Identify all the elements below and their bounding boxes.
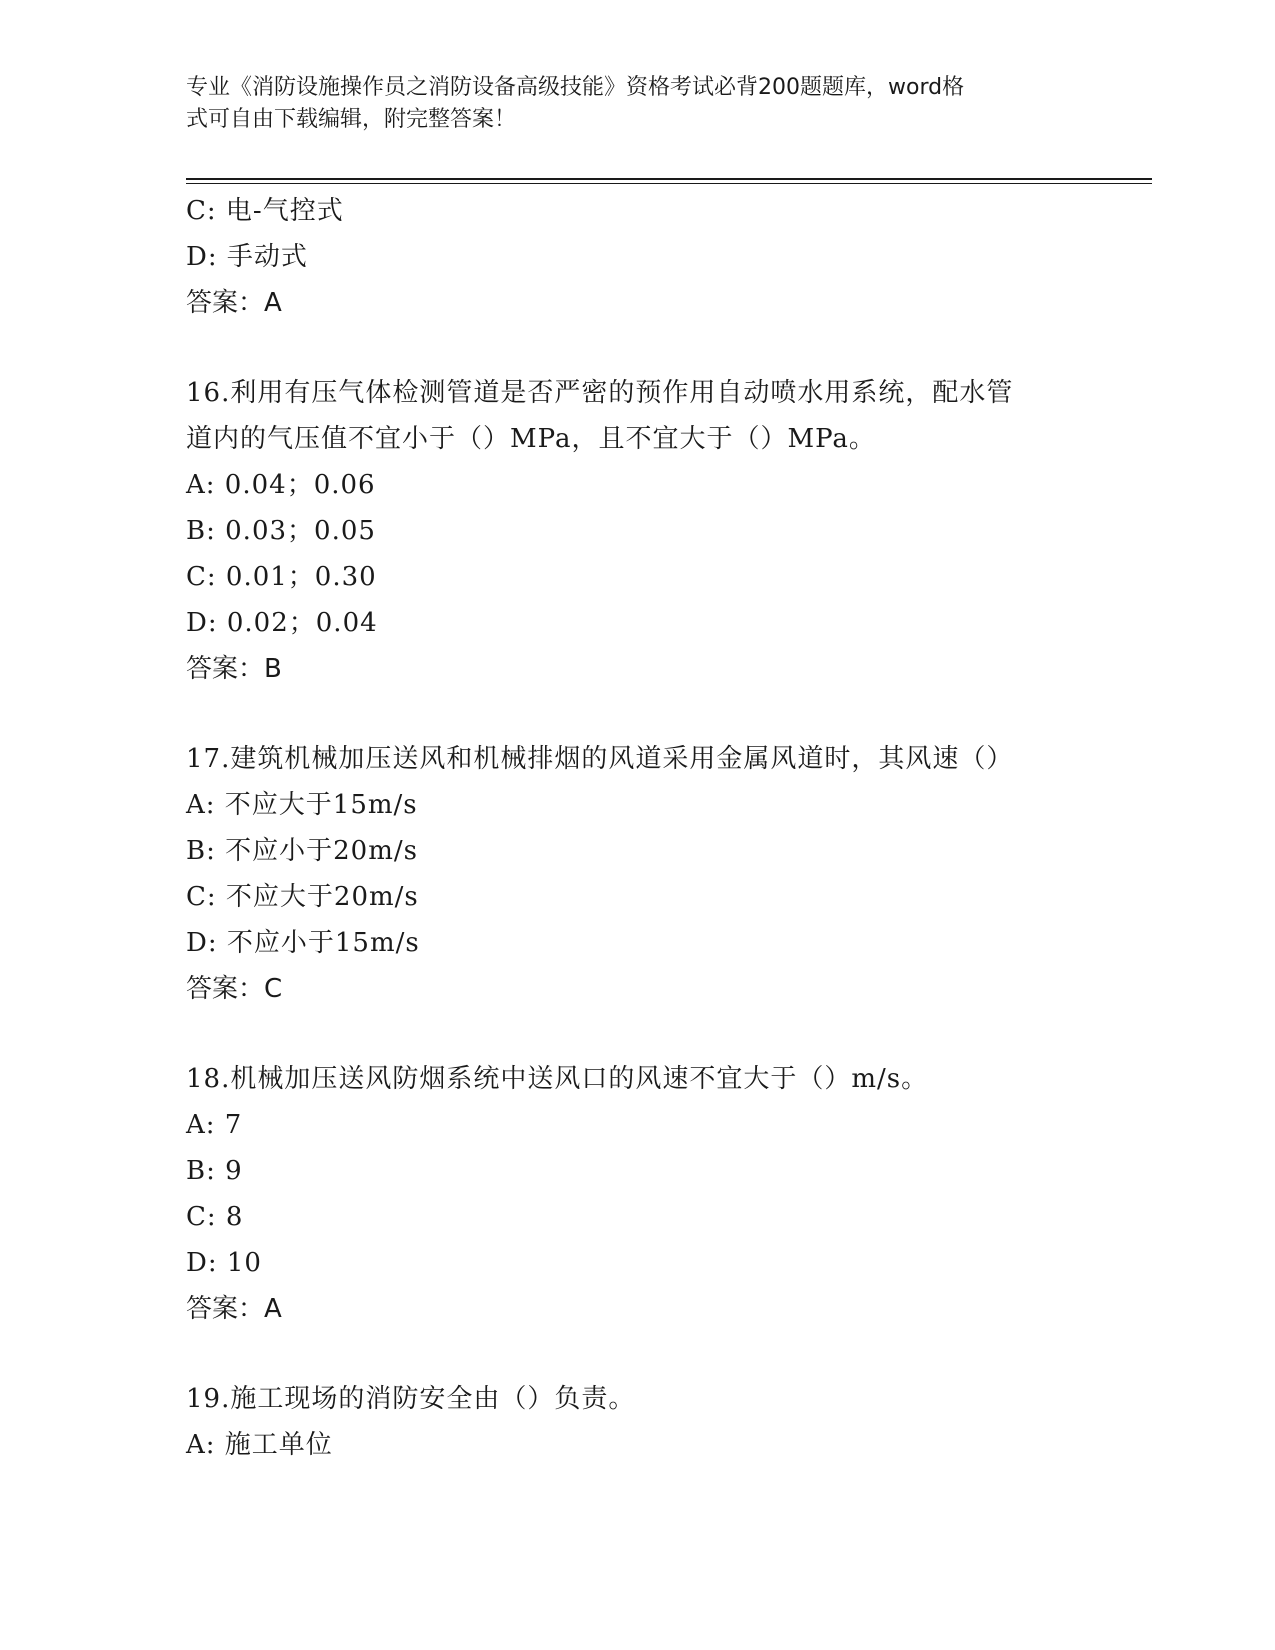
question-stem: 19.施工现场的消防安全由（）负责。 [186,1384,636,1414]
question-19 [186,1376,1086,1468]
prev-option-d: D: 手动式 [186,242,308,272]
question-17 [186,736,1086,1012]
option-c: C: 不应大于20m/s [186,882,419,912]
question-18 [186,1056,1086,1332]
header-title-line-1: 专业《消防设施操作员之消防设备高级技能》资格考试必背200题题库，word格 [186,75,965,100]
option-b: B: 0.03；0.05 [186,516,376,546]
option-a: A: 7 [186,1110,243,1140]
question-stem: 17.建筑机械加压送风和机械排烟的风道采用金属风道时，其风速（） [186,744,1014,774]
option-d: D: 0.02；0.04 [186,608,378,638]
document-header [186,72,1066,136]
answer: 答案：B [186,654,282,684]
option-b: B: 9 [186,1156,243,1186]
header-divider-thick [186,178,1152,180]
option-a: A: 0.04；0.06 [186,470,376,500]
question-16 [186,370,1086,692]
option-c: C: 8 [186,1202,244,1232]
prev-answer: 答案：A [186,288,282,318]
option-c: C: 0.01；0.30 [186,562,377,592]
answer: 答案：C [186,974,283,1004]
prev-option-c: C: 电-气控式 [186,196,344,226]
option-d: D: 不应小于15m/s [186,928,420,958]
header-title-line-2: 式可自由下载编辑，附完整答案！ [186,107,517,132]
option-b: B: 不应小于20m/s [186,836,418,866]
option-a: A: 不应大于15m/s [186,790,418,820]
option-d: D: 10 [186,1248,262,1278]
answer: 答案：A [186,1294,282,1324]
question-stem: 18.机械加压送风防烟系统中送风口的风速不宜大于（）m/s。 [186,1064,929,1094]
question-stem: 16.利用有压气体检测管道是否严密的预作用自动喷水用系统，配水管 [186,378,1014,408]
option-a: A: 施工单位 [186,1430,333,1460]
question-list [186,188,1086,1468]
question-stem-continued: 道内的气压值不宜小于（）MPa，且不宜大于（）MPa。 [186,424,876,454]
header-divider-thin [186,183,1152,184]
